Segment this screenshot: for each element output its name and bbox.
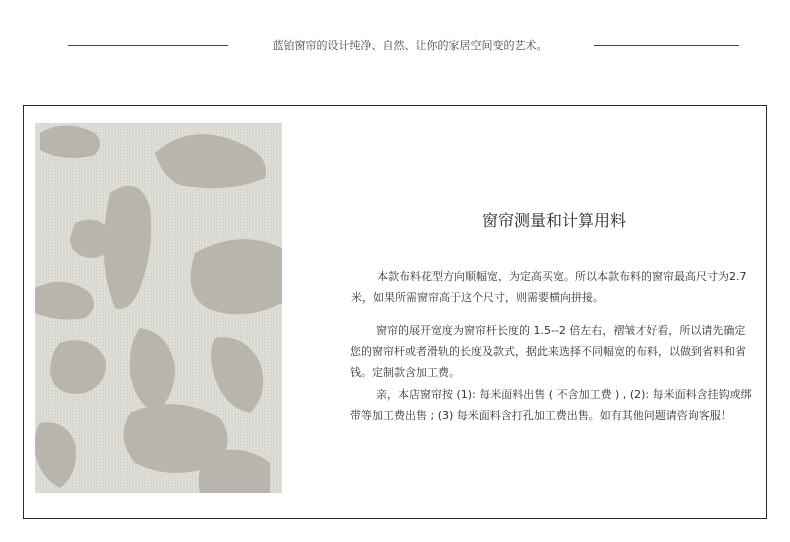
divider-right xyxy=(594,45,739,46)
paragraph-fabric-direction: 本款布料花型方向顺幅宽，为定高买宽。所以本款布料的窗帘最高尺寸为2.7米，如果所需窗帘高于这个尺寸，则需要横向拼接。 xyxy=(351,270,747,304)
fabric-photo xyxy=(35,123,282,493)
whale-pattern-image xyxy=(35,123,282,493)
paragraph-width-guide: 窗帘的展开宽度为窗帘杆长度的 1.5--2 倍左右，褶皱才好看，所以请先确定您的窗帘杆或者滑轨的长度及款式，据此来选择不同幅宽的布料，以做到省料和省钱。定制款含加工费。 xyxy=(350,324,746,379)
divider-left xyxy=(68,45,228,46)
section-title: 窗帘测量和计算用料 xyxy=(481,211,626,230)
info-card xyxy=(23,105,767,519)
header-banner xyxy=(0,0,790,64)
paragraph-pricing: 亲，本店窗帘按 (1): 每米面料出售 ( 不含加工费 ) , (2): 每米面料含挂钩或绑带等加工费出售 ; (3) 每米面料含打孔加工费出售。如有其他问题请咨询客服！ xyxy=(350,388,752,422)
brand-tagline: 蓝铂窗帘的设计纯净、自然、让你的家居空间变的艺术。 xyxy=(272,39,548,52)
